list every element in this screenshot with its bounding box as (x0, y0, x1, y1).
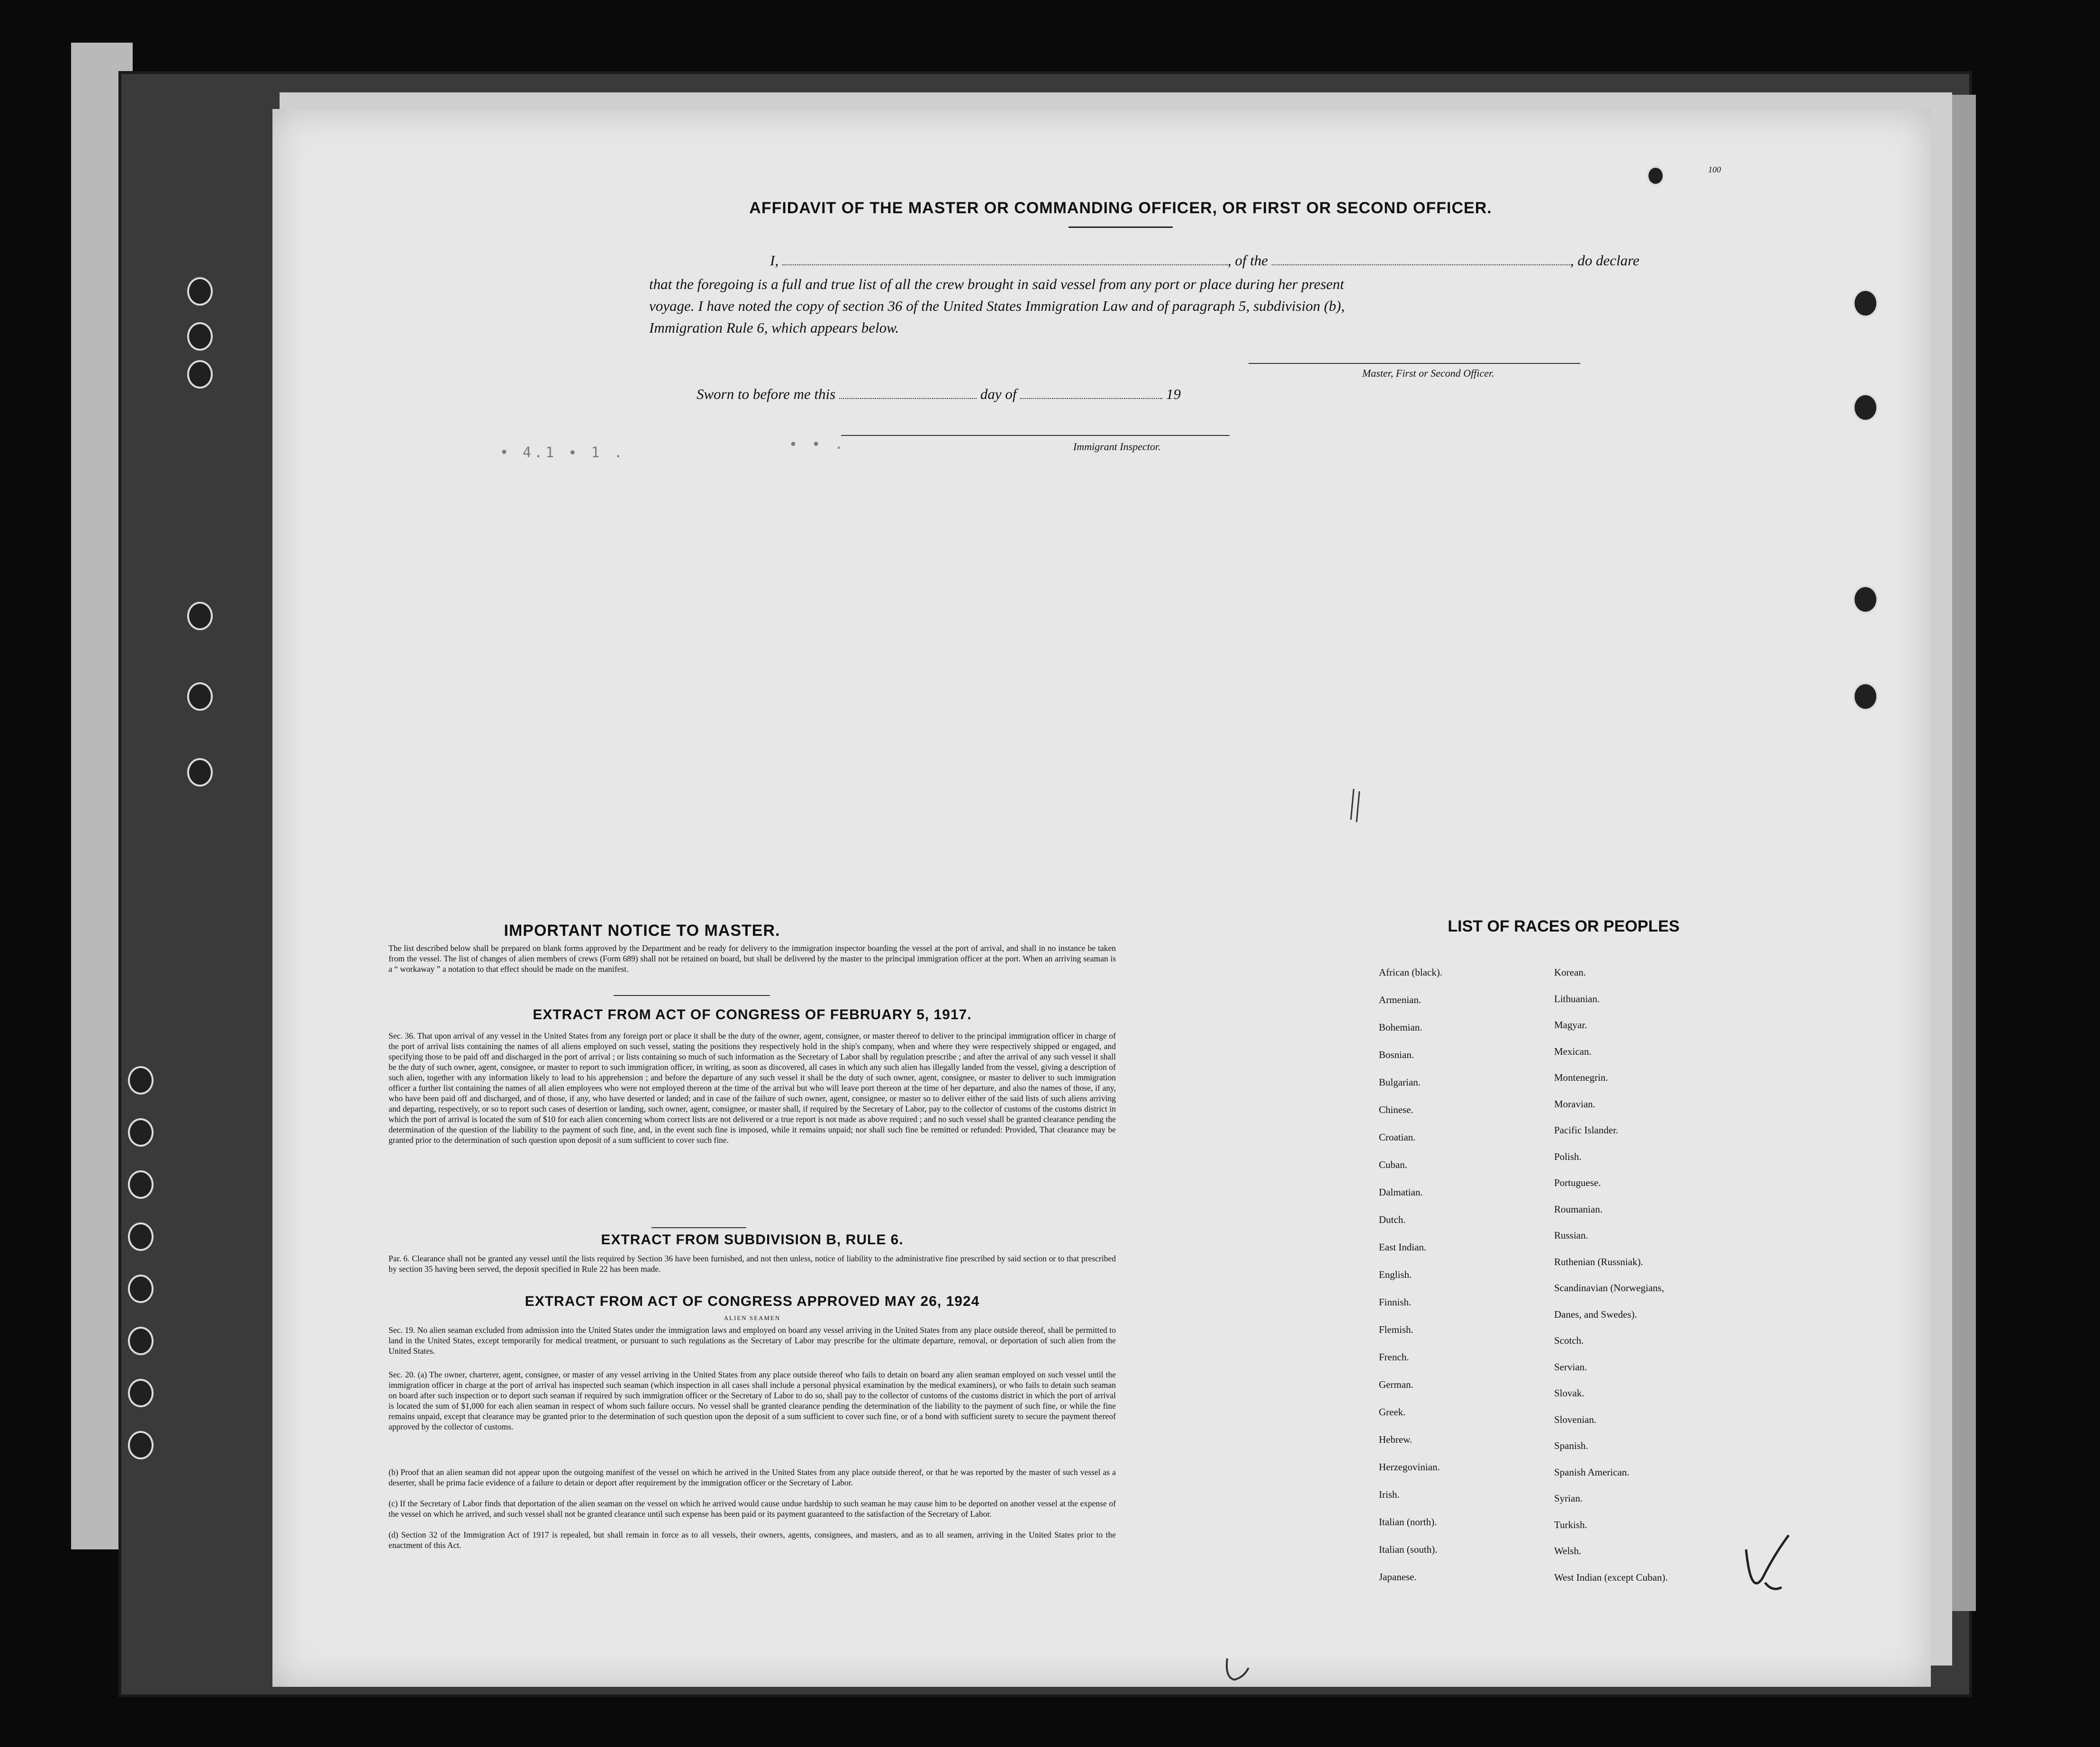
race-item: East Indian. (1379, 1241, 1427, 1253)
punch-hole (128, 1327, 154, 1355)
race-item: Cuban. (1379, 1159, 1408, 1170)
extract-1924-sec20a: Sec. 20. (a) The owner, charterer, agent, consignee, or master of any vessel arriving in the United States from any place outside thereof who fails to detain on board any alien seaman employed on such vessel until the immigration officer in charge at the port of arrival has inspected such seaman (which inspection in all cases shall include a personal physical examination by the medical examiners), or who fails to detain such seaman on board after such inspection or to deport such seaman if required by such immigration officer or the Secretary of Labor to do so, shall pay to the collector of customs of the customs district in which the port of arrival is located the sum of $1,000 for each alien seaman in respect of whom such failure occurs. No vessel shall be granted clearance pending the determination of the liability to the payment of such fine, or while the fine remains unpaid, except that clearance may be granted prior to the determination of such question upon the deposit of a sum sufficient to cover such fine, or of a bond with sufficient surety to secure the payment thereof approved by the collector of customs. (389, 1370, 1116, 1431)
race-item: Slovenian. (1554, 1413, 1597, 1425)
race-item: Moravian. (1554, 1098, 1595, 1110)
race-item: Ruthenian (Russniak). (1554, 1256, 1643, 1267)
bleed-through-text: • 4.1 ∙ 1 . (500, 444, 625, 461)
affidavit-declaration-line (770, 252, 1639, 269)
race-item: Welsh. (1554, 1545, 1582, 1557)
race-item: Bulgarian. (1379, 1077, 1421, 1088)
race-item: Bosnian. (1379, 1049, 1414, 1060)
race-item: African (black). (1379, 967, 1443, 978)
race-item: Lithuanian. (1554, 993, 1600, 1005)
race-item: Scotch. (1554, 1335, 1584, 1346)
punch-hole (187, 602, 213, 630)
race-item: Italian (north). (1379, 1516, 1437, 1528)
race-item: Italian (south). (1379, 1544, 1438, 1555)
punch-hole (128, 1275, 154, 1303)
race-item: Scandinavian (Norwegians, (1554, 1282, 1665, 1294)
extract-1924-sec20c: (c) If the Secretary of Labor finds that deportation of the alien seaman on the vessel on which he arrived would cause undue hardship to such seaman he may cause him to be deported on another vessel at the expense of the vessel on which he arrived, and such vessel shall not be granted clearance until such expense has been paid or its payment guaranteed to the satisfaction of the Secretary of Labor. (389, 1499, 1116, 1519)
master-signature-line[interactable] (1249, 363, 1580, 364)
notice-title: IMPORTANT NOTICE TO MASTER. (504, 922, 780, 940)
race-item: Polish. (1554, 1150, 1582, 1162)
race-item: Dalmatian. (1379, 1186, 1423, 1198)
race-item: Armenian. (1379, 994, 1421, 1005)
extract-1924-title: EXTRACT FROM ACT OF CONGRESS APPROVED MAY 26, 1924 (525, 1294, 980, 1309)
race-item: Roumanian. (1554, 1203, 1603, 1215)
punch-hole (1647, 166, 1665, 186)
race-item: Finnish. (1379, 1296, 1412, 1308)
race-item: Croatian. (1379, 1131, 1416, 1143)
punch-hole (128, 1379, 154, 1407)
section-rule (652, 1227, 746, 1228)
punch-hole (187, 322, 213, 351)
race-item: Korean. (1554, 967, 1586, 978)
races-title: LIST OF RACES OR PEOPLES (1448, 917, 1680, 935)
affidavit-title: AFFIDAVIT OF THE MASTER OR COMMANDING OFFICER, OR FIRST OR SECOND OFFICER. (749, 199, 1492, 217)
sworn-day-label: day of (980, 386, 1017, 402)
extract-1924-subtitle: ALIEN SEAMEN (724, 1314, 781, 1322)
bleed-through-text: ∙ ∙ . (789, 436, 846, 453)
punch-hole (1853, 585, 1878, 614)
race-item: Spanish American. (1554, 1466, 1629, 1478)
race-item: Irish. (1379, 1489, 1400, 1500)
affidavit-declare: , do declare (1570, 252, 1639, 269)
race-item: Greek. (1379, 1406, 1406, 1418)
race-item: German. (1379, 1379, 1413, 1390)
race-item: English. (1379, 1269, 1412, 1280)
race-item: Montenegrin. (1554, 1072, 1608, 1083)
race-item: Danes, and Swedes). (1554, 1308, 1637, 1320)
race-item: Turkish. (1554, 1519, 1587, 1530)
race-item: Hebrew. (1379, 1434, 1412, 1445)
race-item: Herzegovinian. (1379, 1461, 1440, 1473)
punch-hole (187, 277, 213, 306)
race-item: Japanese. (1379, 1571, 1417, 1583)
race-item: West Indian (except Cuban). (1554, 1571, 1668, 1583)
punch-hole (128, 1431, 154, 1459)
race-item: Bohemian. (1379, 1022, 1422, 1033)
extract-rule6-title: EXTRACT FROM SUBDIVISION B, RULE 6. (601, 1232, 904, 1248)
sworn-year: 19 (1166, 386, 1181, 402)
extract-1924-sec19: Sec. 19. No alien seaman excluded from admission into the United States under the immigration laws and employed on board any vessel arriving in the United States from any place outside thereof, shall be permitted to land in the United States, except temporarily for medical treatment, or pursuant to such regulations as the Secretary of Labor may prescribe for the ultimate departure, removal, or deportation of such alien from the United States. (389, 1325, 1116, 1356)
affidavit-of-the: , of the (1227, 252, 1268, 269)
race-item: Magyar. (1554, 1019, 1587, 1031)
punch-hole (187, 360, 213, 389)
pencil-check-mark (1220, 1654, 1253, 1687)
affidavit-i: I, (770, 252, 779, 269)
page-number: 100 (1708, 165, 1721, 174)
punch-hole (128, 1066, 154, 1095)
extract-1924-sec20d: (d) Section 32 of the Immigration Act of 1917 is repealed, but shall remain in force as to all vessels, their owners, agents, consignees, and masters, and as to all seamen, arriving in the United States prior to the enactment of this Act. (389, 1530, 1116, 1550)
punch-hole (1853, 393, 1878, 422)
extract-1917-body: Sec. 36. That upon arrival of any vessel in the United States from any foreign port or place it shall be the duty of the owner, agent, consignee, or master thereof to deliver to the principal immigration officer in charge of the port of arrival lists containing the names of all aliens employed on such vessel, stating the positions they respectively hold in the ship's company, when and where they were respectively shipped or engaged, and specifying those to be paid off and discharged in the port of arrival ; or lists containing so much of such information as the Secretary of Labor shall by regulation prescribe ; and after the arrival of any such vessel it shall be the duty of such owner, agent, consignee, or master to report to such immigration officer, in writing, as soon as discovered, all cases in which any such alien has illegally landed from the vessel, giving a description of such alien, together with any information likely to lead to his apprehension ; and before the departure of any such vessel it shall be the duty of such owner, agent, consignee, or master to deliver to such immigration officer a further list containing the names of all alien employees who were not employed thereon at the time of the arrival but who will leave port thereon at the time of her departure, and also the names of those, if any, who have been paid off and discharged, and of those, if any, who have deserted or landed; and in case of the failure of such owner, agent, consignee, or master so to deliver either of the said lists of such aliens arriving and departing, respectively, or so to report such cases of desertion or landing, such owner, agent, consignee, or master shall, if required by the Secretary of Labor, pay to the collector of customs of the customs district in which the port of arrival is located the sum of $10 for each alien concerning whom correct lists are not delivered or a true report is not made as above required ; and no such vessel shall be granted clearance pending the determination of the question of the liability to the payment of such fine, and, in the event such fine is imposed, while it remains unpaid; nor shall such fine be remitted or refunded: Provided, That clearance may be granted prior to the determination of such question upon deposit of a sum sufficient to cover such fine. (389, 1031, 1116, 1145)
race-item: French. (1379, 1351, 1409, 1363)
race-item: Russian. (1554, 1230, 1588, 1241)
race-item: Pacific Islander. (1554, 1124, 1619, 1136)
affidavit-line-3: voyage. I have noted the copy of section 36 of the United States Immigration Law and of paragraph 5, subdivision (b), (649, 298, 1345, 314)
sworn-prefix: Sworn to before me this (697, 386, 836, 402)
title-rule (1068, 226, 1173, 228)
master-signature-label: Master, First or Second Officer. (1362, 367, 1494, 379)
punch-hole (128, 1170, 154, 1199)
race-item: Slovak. (1554, 1387, 1584, 1399)
race-item: Spanish. (1554, 1440, 1588, 1451)
punch-hole (187, 758, 213, 787)
vessel-name-blank[interactable] (1272, 252, 1570, 265)
race-item: Dutch. (1379, 1214, 1406, 1225)
race-item: Mexican. (1554, 1045, 1592, 1057)
race-item: Chinese. (1379, 1104, 1413, 1115)
punch-hole (187, 682, 213, 711)
punch-hole (128, 1222, 154, 1251)
race-item: Servian. (1554, 1361, 1587, 1373)
section-rule (614, 995, 770, 996)
manifest-page (272, 109, 1931, 1687)
sworn-month-blank[interactable] (1020, 386, 1162, 399)
pencil-check-mark (1348, 787, 1367, 824)
extract-rule6-body: Par. 6. Clearance shall not be granted any vessel until the lists required by Section 36 have been furnished, and not then unless, notice of liability to the administrative fine prescribed by said section or to that prescribed by section 35 having been served, the deposit specified in Rule 22 has been made. (389, 1254, 1116, 1274)
sworn-day-blank[interactable] (839, 386, 977, 399)
extract-1924-sec20b: (b) Proof that an alien seaman did not appear upon the outgoing manifest of the vessel on which he arrived in the United States from any place outside thereof, or that he was reported by the master of such vessel as a deserter, shall be prima facie evidence of a failure to detain or deport after requirement by the immigration officer or the Secretary of Labor. (389, 1467, 1116, 1487)
inspector-signature-line[interactable] (841, 435, 1230, 436)
sworn-line (697, 386, 1181, 403)
race-item: Portuguese. (1554, 1177, 1601, 1188)
affidavit-line-2: that the foregoing is a full and true list of all the crew brought in said vessel from any port or place during her present (649, 276, 1344, 292)
master-name-blank[interactable] (782, 252, 1228, 265)
punch-hole (1853, 682, 1878, 711)
punch-hole (128, 1118, 154, 1147)
inspector-label: Immigrant Inspector. (1073, 441, 1161, 453)
race-item: Flemish. (1379, 1324, 1413, 1335)
punch-hole (1853, 289, 1878, 317)
extract-1917-title: EXTRACT FROM ACT OF CONGRESS OF FEBRUARY 5, 1917. (533, 1007, 972, 1023)
pencil-check-mark (1737, 1526, 1798, 1606)
affidavit-line-4: Immigration Rule 6, which appears below. (649, 319, 899, 336)
race-item: Syrian. (1554, 1493, 1583, 1504)
notice-body: The list described below shall be prepared on blank forms approved by the Department and be ready for delivery to the immigration inspector boarding the vessel at the port of arrival, and shall in no instance be taken from the vessel. The list of changes of alien members of crews (Form 689) shall not be retained on board, but shall be delivered by the master to the principal immigration officer at the port. When an arriving seaman is a “ workaway ” a notation to that effect should be made on the manifest. (389, 943, 1116, 974)
